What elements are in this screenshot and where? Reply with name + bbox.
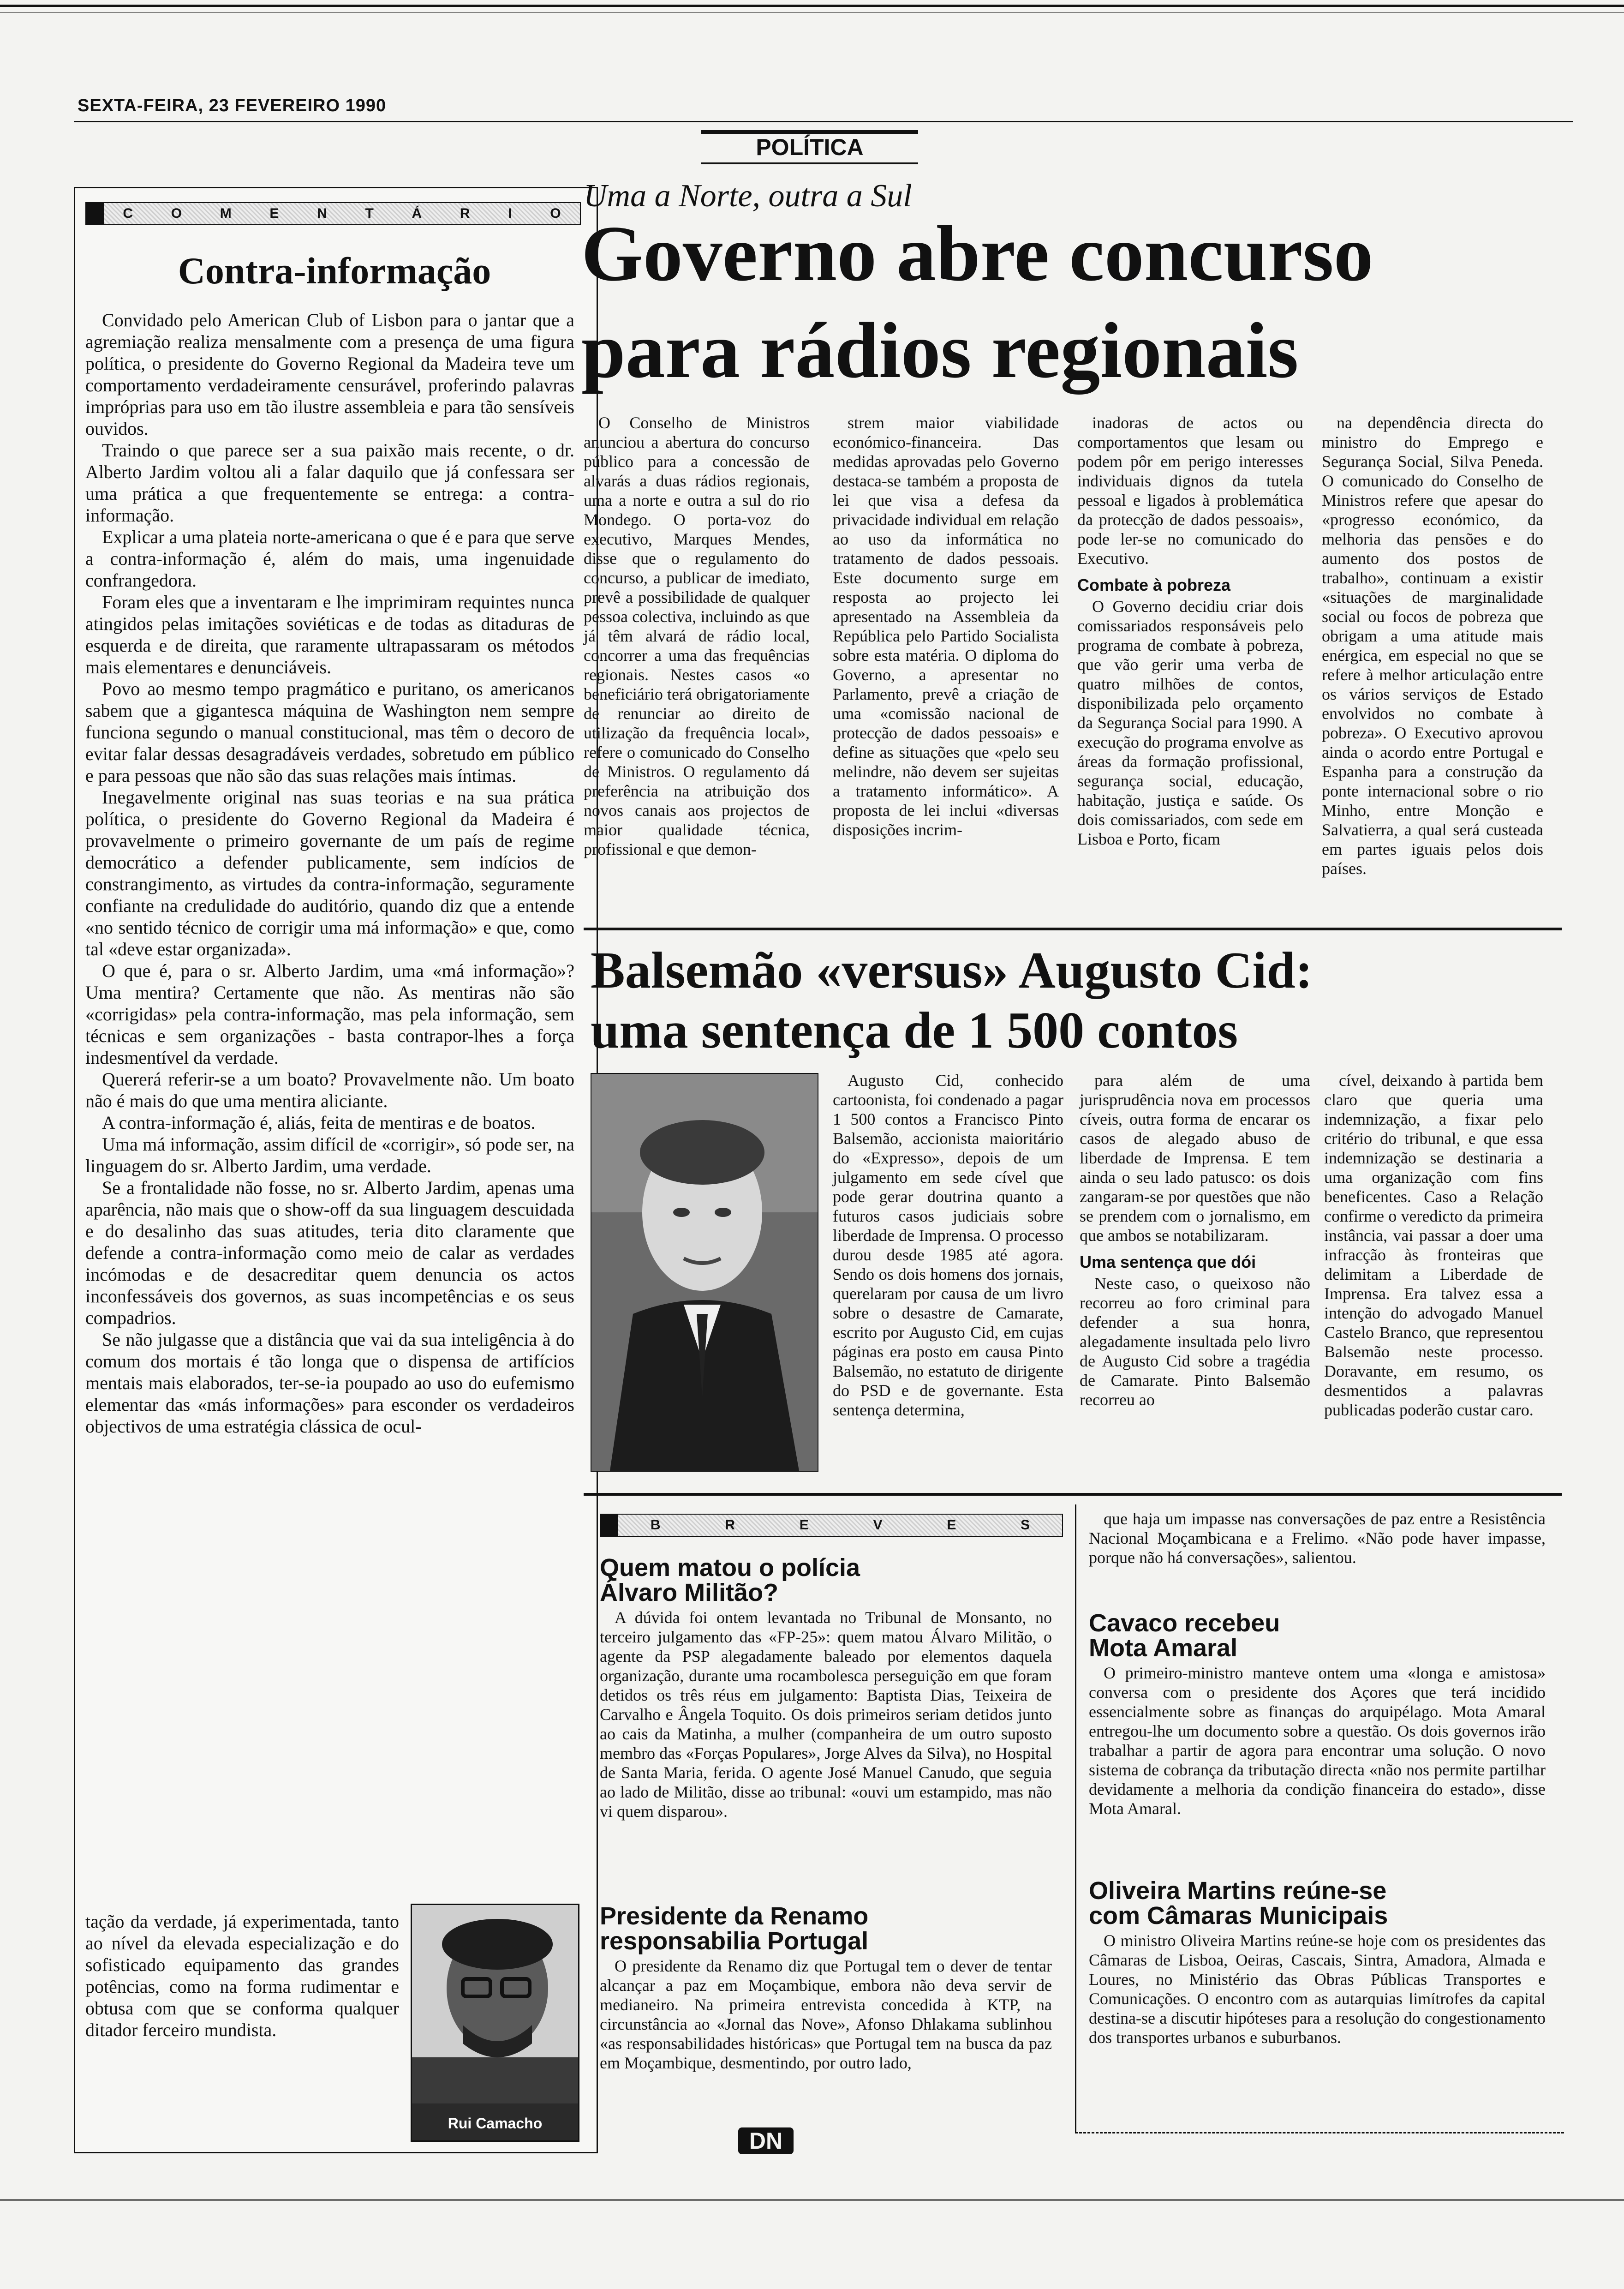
paragraph: na dependência directa do ministro do Emprego e Segurança Social, Silva Peneda. O comunicado do Conselho de Ministros refere que apesar do «progresso económico, da melhoria das pensões e do aumento dos postos de trabalho», continuam a existir «situações de marginalidade social ou focos de pobreza que obrigam a uma atitude mais enérgica, em especial no que se refere à melhor articulação entre os vários serviços de Estado envolvidos no combate à pobreza». O Executivo aprovou ainda o acordo entre Portugal e Espanha para a construção da ponte internacional sobre o rio Minho, entre Monção e Salvatierra, a qual será custeada em partes iguais pelos dois países. [1322, 413, 1543, 878]
main-col-1 [584, 413, 810, 859]
paragraph: Quererá referir-se a um boato? Provavelmente não. Um boato não é mais do que uma mentira aliciante. [85, 1069, 574, 1111]
top-edge-rule [0, 5, 1624, 7]
breve-item [600, 1555, 1052, 1821]
paragraph: para além de uma jurisprudência nova em processos cíveis, outra forma de encarar os casos de alegado abuso de liberdade de Imprensa. E tem ainda o seu lado patusco: os dois zangaram-se por questões que não se prendem com o jornalismo, em que ambos se notabilizaram. [1080, 1071, 1310, 1245]
paragraph: Povo ao mesmo tempo pragmático e puritano, os americanos sabem que a gigantesca máquina de Washington nem sempre funciona segundo o manual constitucional, mas têm o decoro de evitar falar dessas desagradáveis verdades, sobretudo em público e para pessoas que não são das suas relações mais íntimas. [85, 678, 574, 786]
comentario-title: Contra-informação [178, 250, 491, 292]
author-photo [411, 1904, 579, 2142]
comentario-tag [85, 202, 581, 225]
tag-letter: B [650, 1517, 661, 1533]
paragraph: Se a frontalidade não fosse, no sr. Alberto Jardim, apenas uma aparência, não mais que o show-off da sua linguagem descuidada e do desalinho das suas atitudes, teria dito claramente que defende a contra-informação como meio de calar as verdades incómodas e de desacreditar quem denuncia os actos inconfessáveis dos governos, as suas incompetências e os seus compadrios. [85, 1177, 574, 1328]
main-headline-1: Governo abre concurso [581, 210, 1373, 298]
paragraph: Neste caso, o queixoso não recorreu ao foro criminal para defender a sua honra, alegadamente insultada pelo livro de Augusto Cid sobre a tragédia de Camarate. Pinto Balsemão recorreu ao [1080, 1274, 1310, 1409]
main-col-4 [1322, 413, 1543, 878]
breves-column-rule [1075, 1504, 1076, 2132]
top-edge-rule-thin [0, 12, 1624, 13]
breves-tag [600, 1514, 1063, 1537]
main-kicker: Uma a Norte, outra a Sul [584, 178, 912, 214]
breve-item [1089, 1878, 1546, 2047]
tag-letter: C [123, 206, 133, 221]
breve-title: Cavaco recebeu Mota Amaral [1089, 1609, 1280, 1662]
paragraph: inadoras de actos ou comportamentos que lesam ou podem pôr em perigo interesses individuais dignos da tutela pessoal e ligados à problemática da protecção de dados pessoais», pode ler-se no comunicado do Executivo. [1077, 413, 1303, 568]
tag-letter: M [220, 206, 232, 221]
tag-letter: E [799, 1517, 809, 1533]
section-label: POLÍTICA [756, 134, 864, 160]
second-headline-2: uma sentença de 1 500 contos [591, 1002, 1238, 1059]
paragraph: Inegavelmente original nas suas teorias e na sua prática política, o presidente do Governo Regional da Madeira é provavelmente o primeiro governante de um país de regime democrático a defender publicamente, sem indícios de constrangimento, as virtudes da contra-informação, seguramente confiante na credulidade do auditório, quando diz que a entende «no sentido técnico de corrigir uma má informação» e que, como tal «deve estar organizada». [85, 787, 574, 959]
tag-letter: I [508, 206, 512, 221]
subhead: Combate à pobreza [1077, 575, 1231, 594]
bottom-edge-rule [0, 2199, 1624, 2201]
paragraph: O Governo decidiu criar dois comissariados responsáveis pelo programa de combate à pobreza, que vão gerir uma verba de quatro milhões de contos, disponibilizada pelo orçamento da Segurança Social para 1990. A execução do programa envolve as áreas da formação profissional, segurança social, educação, habitação, justiça e saúde. Os dois comissariados, com sede em Lisboa e Porto, ficam [1077, 597, 1303, 848]
paragraph: Augusto Cid, conhecido cartoonista, foi condenado a pagar 1 500 contos a Francisco Pinto Balsemão, accionista maioritário do «Expresso», depois de um julgamento em sede cível que pode gerar doutrina quanto a futuros casos judiciais sobre liberdade de Imprensa. O processo durou desde 1985 até agora. Sendo os dois homens dos jornais, querelaram por causa de um livro sobre o desastre de Camarate, escrito por Augusto Cid, em cujas páginas era posto em causa Pinto Balsemão, no estatuto de dirigente do PSD e de governante. Esta sentença determina, [833, 1071, 1063, 1419]
author-caption: Rui Camacho [448, 2115, 543, 2132]
main-col-3 [1077, 413, 1303, 849]
second-col-3 [1324, 1071, 1543, 1420]
breve-continuation [1089, 1509, 1546, 1567]
comentario-tail [85, 1911, 399, 2041]
balsemao-photo [591, 1073, 818, 1472]
tag-square [600, 1515, 618, 1536]
breve-item [1089, 1611, 1546, 1818]
second-col-2 [1080, 1071, 1310, 1409]
dateline: SEXTA-FEIRA, 23 FEVEREIRO 1990 [78, 96, 387, 115]
second-col-1 [833, 1071, 1063, 1420]
tag-letter: E [947, 1517, 956, 1533]
section-rule-top [701, 130, 918, 134]
paragraph: O presidente da Renamo diz que Portugal tem o dever de tentar alcançar a paz em Moçambique, embora não deva servir de medianeiro. Na primeira entrevista concedida à KTP, na circunstância ao «Jornal das Nove», Afonso Dhlakama sublinhou «as responsabilidades históricas» que Portugal tem na busca da paz em Moçambique, desmentindo, por outro lado, [600, 1957, 1052, 2072]
paragraph: O Conselho de Ministros anunciou a abertura do concurso público para a concessão de alvarás a duas rádios regionais, uma a norte e outra a sul do rio Mondego. O porta-voz do executivo, Marques Mendes, disse que o regulamento do concurso, a publicar de imediato, prevê a possibilidade de qualquer pessoa colectiva, incluindo as que já têm alvará de rádio local, concorrer a uma das frequências regionais. Nestes casos «o beneficiário terá obrigatoriamente de renunciar ao direito de utilização da frequência local», refere o comunicado do Conselho de Ministros. O regulamento dá preferência na atribuição dos novos canais aos projectos de maior qualidade técnica, profissional e que demon- [584, 413, 810, 858]
breve-title: Presidente da Renamo responsabilia Portugal [600, 1902, 869, 1955]
paragraph: Explicar a uma plateia norte-americana o que é e para que serve a contra-informação é, além do mais, uma ingenuidade confrangedora. [85, 527, 574, 591]
tag-letter: R [460, 206, 470, 221]
paragraph: que haja um impasse nas conversações de paz entre a Resistência Nacional Moçambicana e a Frelimo. «Não pode haver impasse, porque não há conversações», salientou. [1089, 1510, 1546, 1567]
tag-letter: N [317, 206, 327, 221]
story-divider [584, 928, 1562, 930]
tag-letter: R [725, 1517, 735, 1533]
tag-letter: E [269, 206, 279, 221]
footer-logo: DN [738, 2127, 794, 2154]
paragraph: A contra-informação é, aliás, feita de mentiras e de boatos. [102, 1112, 536, 1133]
author-portrait [412, 1905, 578, 2103]
paragraph: O primeiro-ministro manteve ontem uma «longa e amistosa» conversa com o presidente dos Açores que terá incidido essencialmente sobre as finanças do arquipélago. Mota Amaral entregou-lhe um documento sobre a questão. Os dois governos irão trabalhar a partir de agora para encontrar uma solução. O novo sistema de cobrança da tributação directa «não nos permite partilhar devidamente a melhoria da condição financeira do estado», disse Mota Amaral. [1089, 1664, 1546, 1818]
header-rule [74, 121, 1573, 122]
paragraph: cível, deixando à partida bem claro que queria uma indemnização, a fixar pelo critério do tribunal, e que essa indemnização se destinaria a uma organização com fins beneficentes. Caso a Relação confirme o veredicto da primeira instância, vai passar a doer uma infracção às fronteiras que delimitam a Liberdade de Imprensa. Era talvez essa a intenção do advogado Manuel Castelo Branco, que representou Balsemão neste processo. Doravante, em resumo, os desmentidos a palavras publicadas poderão custar caro. [1324, 1071, 1543, 1419]
main-col-2 [833, 413, 1059, 839]
tag-letter: V [873, 1517, 883, 1533]
paragraph: strem maior viabilidade económico-financeira. Das medidas aprovadas pelo Governo destaca-se também a proposta de lei que visa a defesa da privacidade individual em relação ao uso da informática no tratamento de dados pessoais. Este documento surge em resposta ao projecto lei apresentado na Assembleia da República pelo Partido Socialista sobre esta matéria. O diploma do Governo, a apresentar no Parlamento, prevê a criação de uma «comissão nacional de protecção de dados pessoais» e define as situações que «pelo seu melindre, não devem ser sujeitas a tratamento informático». A proposta de lei inclui «diversas disposições incrim- [833, 413, 1059, 839]
section-rule-bottom [701, 162, 918, 164]
breves-divider [584, 1493, 1562, 1496]
paragraph: Convidado pelo American Club of Lisbon para o jantar que a agremiação realiza mensalmente com a presença de uma figura política, o presidente do Governo Regional da Madeira teve um comportamento verdadeiramente censurável, proferindo palavras impróprias para uso em tão ilustre assembleia e para tão sensíveis ouvidos. [85, 310, 574, 439]
paragraph: tação da verdade, já experimentada, tanto ao nível da elevada especialização e do sofisticado equipamento das grandes potências, como na forma rudimentar e obtusa com que se conforma qualquer ditador ferceiro mundista. [85, 1911, 399, 2040]
comentario-body [85, 309, 574, 1437]
paragraph: O que é, para o sr. Alberto Jardim, uma «má informação»? Uma mentira? Certamente que não. As mentiras não são «corrigidas» pela contra-informação, mas pela informação, sem técnicas e sem organizações - basta contrapor-lhes a força indesmentível da verdade. [85, 960, 574, 1068]
paragraph: Se não julgasse que a distância que vai da sua inteligência à do comum dos mortais é tão longa que o dispensa de artifícios mentais mais elaborados, ter-se-ia poupado ao uso do eufemismo elementar das «más informações» para esconder os verdadeiros objectivos de uma estratégia clássica de ocul- [85, 1329, 574, 1437]
balsemao-portrait [591, 1074, 818, 1471]
tag-square [85, 203, 104, 224]
paragraph: Uma má informação, assim difícil de «corrigir», só pode ser, na linguagem do sr. Alberto Jardim, uma verdade. [85, 1134, 574, 1176]
breve-item [600, 1904, 1052, 2073]
breves-bottom-rule [1075, 2132, 1564, 2133]
main-headline-2: para rádios regionais [581, 307, 1299, 395]
paragraph: Foram eles que a inventaram e lhe imprimiram requintes nunca atingidos pelas imitações soviéticas e de todas as ditaduras de esquerda e de direita, que raramente ultrapassaram os métodos mais elementares e denunciáveis. [85, 592, 574, 677]
tag-letter: S [1021, 1517, 1030, 1533]
second-headline-1: Balsemão «versus» Augusto Cid: [591, 942, 1313, 999]
paragraph: A dúvida foi ontem levantada no Tribunal de Monsanto, no terceiro julgamento das «FP-25»: quem matou Álvaro Militão, o agente da PSP alegadamente baleado por elementos daquela organização, durante uma rocambolesca perseguição em que foram detidos os três réus em julgamento: Baptista Dias, Teixeira de Carvalho e Ângela Toquito. Os dois primeiros seriam detidos junto ao cais da Matinha, a mulher (companheira de um outro suposto membro das «Forças Populares», Jorge Alves da Silva), no Hospital de Santa Maria, ferida. O agente José Manuel Canudo, que seguia ao lado de Militão, disse ao tribunal: «ouvi um estampido, mas não vi quem disparou». [600, 1608, 1052, 1821]
paragraph: O ministro Oliveira Martins reúne-se hoje com os presidentes das Câmaras de Lisboa, Oeiras, Cascais, Sintra, Amadora, Almada e Loures, no Ministério das Obras Públicas Transportes e Comunicações. O encontro com as autarquias limítrofes da capital destina-se a discutir hipóteses para a resolução do congestionamento dos transportes urbanos e suburbanos. [1089, 1931, 1546, 2047]
breve-title: Oliveira Martins reúne-se com Câmaras Municipais [1089, 1877, 1388, 1929]
subhead: Uma sentença que dói [1080, 1252, 1256, 1271]
breve-title: Quem matou o polícia Álvaro Militão? [600, 1554, 860, 1606]
tag-letter: O [171, 206, 182, 221]
tag-letter: T [365, 206, 374, 221]
paragraph: Traindo o que parece ser a sua paixão mais recente, o dr. Alberto Jardim voltou ali a falar daquilo que já confessara ser uma prática a que frequentemente se entrega: a contra-informação. [85, 440, 574, 526]
tag-letter: Á [412, 206, 422, 221]
tag-letter: O [550, 206, 561, 221]
